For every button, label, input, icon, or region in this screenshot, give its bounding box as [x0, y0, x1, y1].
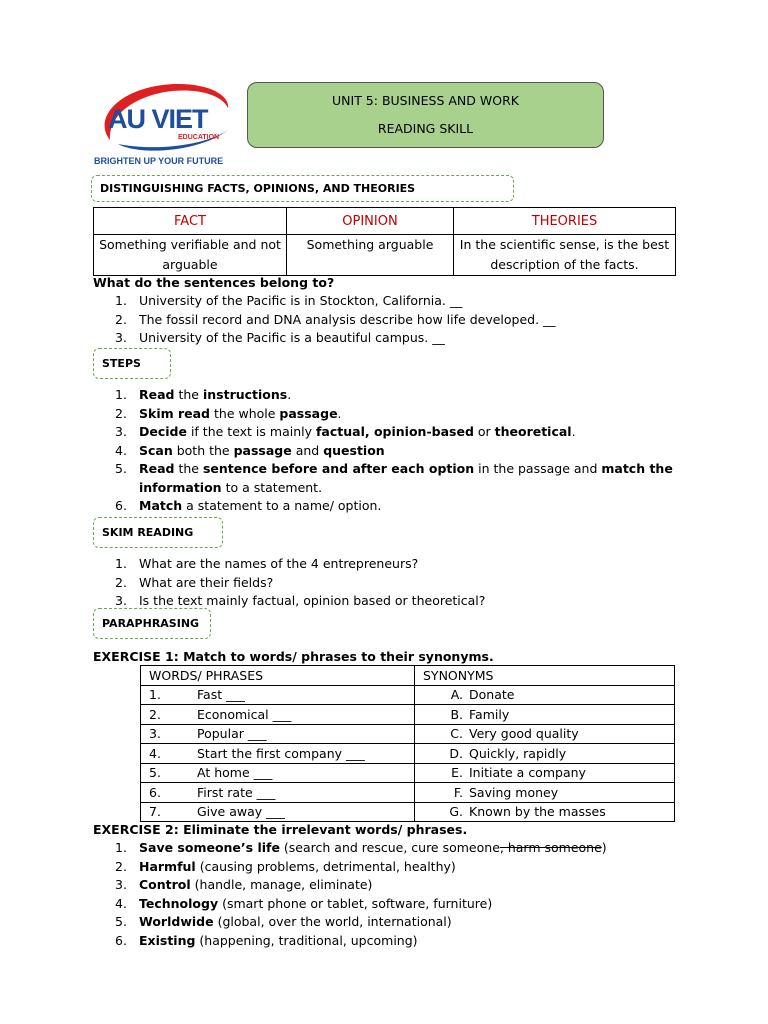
item-options: (happening, traditional, upcoming): [195, 932, 418, 948]
item-text: What are their fields?: [139, 574, 274, 590]
item-word: Worldwide: [139, 914, 214, 929]
item-number: 1.: [115, 556, 127, 571]
item-text: The fossil record and DNA analysis describe how life developed. __: [139, 311, 556, 327]
item-options: ): [601, 840, 607, 855]
row-number: 4.: [149, 745, 161, 761]
question-list: [93, 292, 556, 348]
step-keyword: sentence before and after each option: [202, 461, 475, 476]
section-label-text: PARAPHRASING: [102, 617, 200, 630]
synonyms-table: [140, 665, 675, 822]
header-theories: THEORIES: [454, 208, 676, 235]
step-text: or: [473, 424, 495, 439]
fact-opinion-theory-table: [93, 207, 676, 276]
list-item: [93, 497, 693, 516]
step-keyword: Match: [139, 498, 183, 513]
list-item: [93, 442, 693, 461]
step-keyword: Read: [139, 387, 175, 402]
item-number: 4.: [115, 442, 127, 458]
step-keyword: passage: [233, 442, 292, 458]
step-text: in the passage and: [474, 461, 602, 476]
item-number: 1.: [115, 293, 127, 308]
item-number: 5.: [115, 461, 127, 476]
col-header-synonyms: SYNONYMS: [415, 666, 675, 686]
row-letter: E.: [451, 765, 463, 781]
item-number: 2.: [115, 574, 127, 590]
step-keyword: Decide: [139, 424, 187, 439]
step-text: .: [287, 387, 292, 402]
item-number: 1.: [115, 387, 127, 402]
list-item: [93, 932, 607, 951]
step-keyword: passage: [279, 405, 338, 421]
cell-opinion: Something arguable: [287, 235, 454, 276]
unit-title: UNIT 5: BUSINESS AND WORK: [332, 93, 519, 108]
item-text: What are the names of the 4 entrepreneurs?: [139, 556, 419, 571]
step-keyword: Skim read: [139, 405, 211, 421]
row-word: Popular ___: [197, 726, 267, 742]
step-text: the whole: [210, 405, 280, 421]
step-text: and: [291, 442, 324, 458]
header-fact: FACT: [94, 208, 287, 235]
table-row: [141, 685, 675, 705]
row-synonym: Saving money: [469, 784, 559, 800]
row-letter: G.: [449, 804, 463, 820]
title-box: [247, 82, 604, 148]
item-number: 3.: [115, 877, 127, 892]
list-item: [93, 329, 556, 348]
step-text: a statement to a name/ option.: [182, 498, 382, 513]
skill-title: READING SKILL: [377, 121, 474, 136]
row-letter: C.: [450, 726, 463, 742]
struck-option: , harm someone: [499, 840, 602, 855]
step-keyword: match the: [601, 461, 673, 476]
header-opinion: OPINION: [287, 208, 454, 235]
step-text: the: [174, 461, 203, 476]
item-text: University of the Pacific is in Stockton, California. __: [139, 293, 463, 308]
item-number: 2.: [115, 858, 127, 874]
list-item: [93, 292, 556, 311]
table-row: [141, 724, 675, 744]
list-item: [93, 311, 556, 330]
step-keyword: Scan: [139, 442, 173, 458]
list-item: [93, 876, 607, 895]
item-text: University of the Pacific is a beautiful campus. __: [139, 330, 445, 345]
step-text: to a statement.: [221, 479, 323, 495]
table-row: [141, 802, 675, 822]
item-number: 3.: [115, 424, 127, 439]
row-synonym: Donate: [469, 687, 515, 703]
item-number: 1.: [115, 840, 127, 855]
row-number: 3.: [149, 726, 161, 742]
row-synonym: Known by the masses: [469, 804, 606, 820]
item-options: (handle, manage, eliminate): [190, 877, 373, 892]
list-item: [93, 423, 693, 442]
row-number: 7.: [149, 804, 161, 820]
row-letter: A.: [450, 687, 463, 703]
section-label-text: STEPS: [102, 357, 141, 370]
question-title: What do the sentences belong to?: [93, 275, 335, 290]
row-letter: B.: [450, 706, 463, 722]
item-number: 2.: [115, 311, 127, 327]
row-letter: F.: [453, 784, 463, 800]
item-text: Is the text mainly factual, opinion based or theoretical?: [139, 593, 486, 608]
item-word: Control: [139, 877, 191, 892]
step-text: .: [337, 405, 342, 421]
item-number: 6.: [115, 498, 127, 513]
logo-tagline: BRIGHTEN UP YOUR FUTURE: [94, 156, 224, 166]
list-item: [93, 386, 693, 405]
item-options: (global, over the world, international): [213, 914, 452, 929]
item-number: 4.: [115, 895, 127, 911]
item-number: 6.: [115, 932, 127, 948]
logo-name: AU VIET: [108, 104, 208, 134]
step-keyword: question: [323, 442, 385, 458]
row-synonym: Family: [469, 706, 510, 722]
list-item: [93, 858, 607, 877]
exercise2-list: [93, 839, 607, 950]
exercise2-title: EXERCISE 2: Eliminate the irrelevant words/ phrases.: [93, 822, 468, 837]
row-word: Economical ___: [197, 706, 292, 722]
table-row: [141, 705, 675, 725]
exercise1-title: EXERCISE 1: Match to words/ phrases to their synonyms.: [93, 649, 494, 664]
item-options: (smart phone or tablet, software, furniture): [218, 895, 493, 911]
logo: [90, 78, 240, 170]
list-item: [93, 839, 607, 858]
step-text: the: [174, 387, 203, 402]
cell-fact: Something verifiable and not arguable: [94, 235, 287, 276]
section-label-paraphrasing: [93, 608, 211, 639]
section-label-text: DISTINGUISHING FACTS, OPINIONS, AND THEORIES: [100, 182, 416, 195]
logo-sub: EDUCATION: [178, 134, 220, 141]
list-item: [93, 913, 607, 932]
row-word: At home ___: [197, 765, 273, 781]
row-synonym: Quickly, rapidly: [469, 745, 567, 761]
item-number: 5.: [115, 914, 127, 929]
step-keyword: factual, opinion-based: [315, 424, 474, 439]
section-label-distinguishing: [91, 175, 514, 202]
row-number: 2.: [149, 706, 161, 722]
steps-list: [93, 386, 693, 516]
skim-list: [93, 555, 485, 611]
item-word: Technology: [139, 895, 219, 911]
table-row: [141, 763, 675, 783]
step-keyword: Read: [139, 461, 175, 476]
cell-theories: In the scientific sense, is the best description of the facts.: [454, 235, 676, 276]
list-item: [93, 555, 485, 574]
item-word: Existing: [139, 932, 196, 948]
row-word: First rate ___: [197, 784, 276, 800]
section-label-skim: [93, 517, 223, 548]
section-label-text: SKIM READING: [102, 526, 194, 539]
row-word: Fast ___: [197, 687, 245, 703]
row-letter: D.: [449, 745, 463, 761]
item-number: 3.: [115, 593, 127, 608]
table-header-row: [141, 666, 675, 686]
list-item: [93, 460, 693, 497]
row-synonym: Very good quality: [469, 726, 579, 742]
row-word: Give away ___: [197, 804, 285, 820]
row-synonym: Initiate a company: [469, 765, 586, 781]
row-number: 1.: [149, 687, 161, 703]
step-keyword: instructions: [202, 387, 288, 402]
row-number: 5.: [149, 765, 161, 781]
step-text: .: [571, 424, 576, 439]
step-keyword: theoretical: [494, 424, 572, 439]
table-row: [141, 744, 675, 764]
list-item: [93, 405, 693, 424]
list-item: [93, 574, 485, 593]
step-keyword: information: [139, 479, 222, 495]
section-label-steps: [93, 348, 171, 379]
step-text: if the text is mainly: [186, 424, 316, 439]
step-text: both the: [172, 442, 234, 458]
item-number: 2.: [115, 405, 127, 421]
item-number: 3.: [115, 330, 127, 345]
item-options: (search and rescue, cure someone: [279, 840, 500, 855]
row-number: 6.: [149, 784, 161, 800]
row-word: Start the first company ___: [197, 745, 365, 761]
col-header-words: WORDS/ PHRASES: [141, 666, 415, 686]
item-word: Save someone’s life: [139, 840, 280, 855]
table-row: [141, 783, 675, 803]
item-options: (causing problems, detrimental, healthy): [195, 858, 456, 874]
list-item: [93, 895, 607, 914]
item-word: Harmful: [139, 858, 196, 874]
